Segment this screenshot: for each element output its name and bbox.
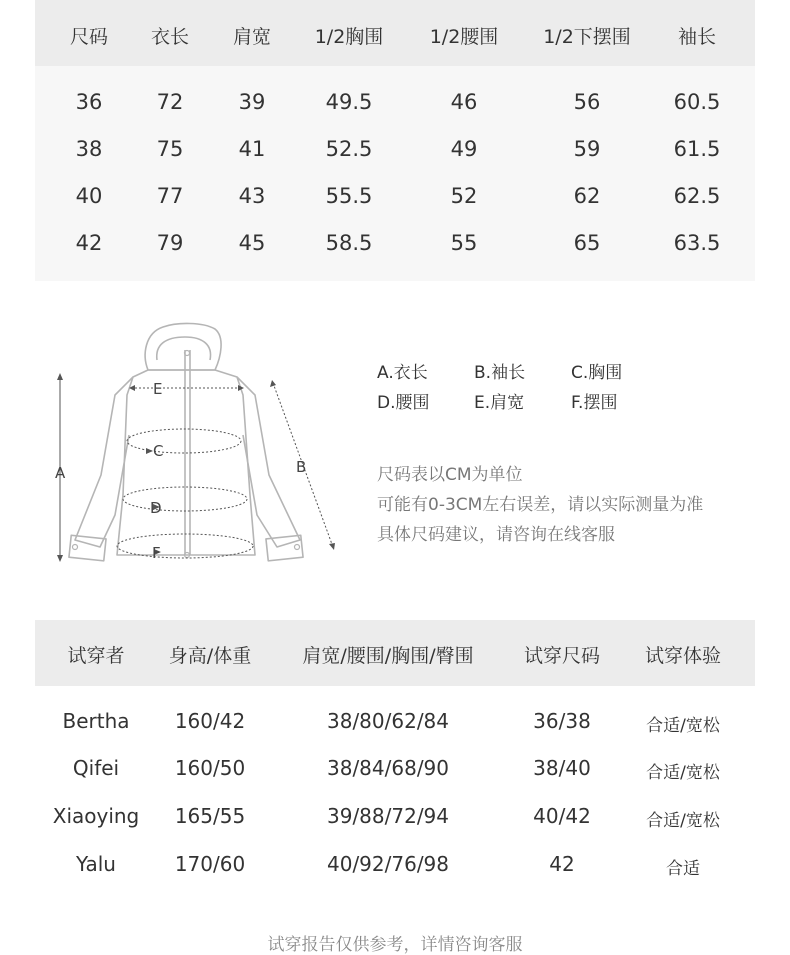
- trial-table-cell: 42: [549, 852, 575, 876]
- trial-table-cell: 38/84/68/90: [326, 756, 450, 780]
- size-table-cell: 49.5: [325, 90, 373, 114]
- label-e: E: [153, 380, 163, 398]
- trial-table-cell: Bertha: [62, 709, 130, 733]
- size-table-header: [35, 0, 755, 66]
- trial-table-cell: 38/80/62/84: [326, 709, 450, 733]
- hood-outline: [145, 323, 221, 370]
- size-header-cell: 肩宽: [232, 26, 272, 48]
- size-header-cell: 尺码: [69, 26, 109, 48]
- size-table-cell: 58.5: [325, 231, 373, 255]
- size-table-cell: 41: [238, 137, 266, 161]
- size-table-cell: 55: [450, 231, 478, 255]
- trial-table-cell: 160/42: [174, 709, 246, 733]
- trial-table-cell: 39/88/72/94: [326, 804, 450, 828]
- size-table-cell: 52: [450, 184, 478, 208]
- size-table-cell: 39: [238, 90, 266, 114]
- trial-header-cell: 试穿者: [67, 645, 125, 667]
- trial-table-cell: Xiaoying: [52, 804, 140, 828]
- size-table-cell: 72: [156, 90, 184, 114]
- legend-item: B.袖长: [474, 363, 526, 383]
- trial-header-cell: 试穿体验: [644, 645, 722, 667]
- right-cuff: [266, 535, 303, 561]
- size-table-cell: 63.5: [673, 231, 721, 255]
- trial-table-cell: 165/55: [174, 804, 246, 828]
- size-table-body: [35, 66, 755, 281]
- size-header-cell: 1/2下摆围: [543, 26, 631, 48]
- left-sleeve: [75, 377, 133, 547]
- trial-table-cell: 40/92/76/98: [326, 852, 450, 876]
- jacket-diagram: [45, 315, 345, 575]
- label-a: A: [55, 464, 66, 482]
- trial-table-cell: 合适/宽松: [646, 763, 720, 783]
- size-table-cell: 62.5: [673, 184, 721, 208]
- label-d: D: [150, 499, 162, 517]
- hood-inner: [157, 337, 211, 360]
- size-table-cell: 55.5: [325, 184, 373, 208]
- trial-table-cell: 160/50: [174, 756, 246, 780]
- trial-table-cell: 36/38: [533, 709, 591, 733]
- size-table-cell: 75: [156, 137, 184, 161]
- size-table-cell: 43: [238, 184, 266, 208]
- trial-table-cell: 38/40: [533, 756, 591, 780]
- legend-item: F.摆围: [571, 393, 618, 413]
- trial-table-cell: Qifei: [72, 756, 120, 780]
- size-header-cell: 袖长: [677, 26, 717, 48]
- legend-item: A.衣长: [377, 363, 428, 383]
- size-table-cell: 56: [573, 90, 601, 114]
- trial-table-cell: 合适/宽松: [646, 811, 720, 831]
- trial-header-cell: 身高/体重: [168, 645, 252, 667]
- size-table-cell: 77: [156, 184, 184, 208]
- label-f: F: [152, 544, 161, 562]
- trial-header-cell: 肩宽/腰围/胸围/臀围: [302, 645, 474, 667]
- size-table-cell: 65: [573, 231, 601, 255]
- chest-guide: [127, 429, 241, 453]
- label-b: B: [296, 458, 307, 476]
- size-table-cell: 45: [238, 231, 266, 255]
- legend-item: E.肩宽: [474, 393, 525, 413]
- right-sleeve: [237, 377, 300, 547]
- trial-table-cell: 合适/宽松: [646, 716, 720, 736]
- size-header-cell: 衣长: [150, 26, 190, 48]
- size-table-cell: 49: [450, 137, 478, 161]
- trial-table-cell: 40/42: [533, 804, 591, 828]
- size-table-cell: 46: [450, 90, 478, 114]
- size-table-cell: 40: [75, 184, 103, 208]
- note-tolerance: 可能有0-3CM左右误差，请以实际测量为准: [377, 495, 704, 515]
- body-outline: [117, 370, 255, 555]
- legend-item: D.腰围: [377, 393, 430, 413]
- footer-note: 试穿报告仅供参考，详情咨询客服: [267, 935, 523, 955]
- size-table-cell: 62: [573, 184, 601, 208]
- trial-header-cell: 试穿尺码: [523, 645, 601, 667]
- size-table-cell: 36: [75, 90, 103, 114]
- size-table-cell: 61.5: [673, 137, 721, 161]
- size-header-cell: 1/2胸围: [314, 26, 384, 48]
- legend-item: C.胸围: [571, 363, 623, 383]
- size-table-cell: 42: [75, 231, 103, 255]
- size-table-cell: 52.5: [325, 137, 373, 161]
- size-table-cell: 60.5: [673, 90, 721, 114]
- note-service: 具体尺码建议，请咨询在线客服: [377, 525, 615, 545]
- trial-table-cell: 170/60: [174, 852, 246, 876]
- label-c: C: [153, 442, 164, 460]
- trial-table-cell: Yalu: [76, 852, 116, 876]
- size-header-cell: 1/2腰围: [429, 26, 499, 48]
- size-table-cell: 59: [573, 137, 601, 161]
- trial-table-cell: 合适: [666, 859, 700, 879]
- note-unit: 尺码表以CM为单位: [377, 465, 523, 485]
- size-table-cell: 79: [156, 231, 184, 255]
- size-table-cell: 38: [75, 137, 103, 161]
